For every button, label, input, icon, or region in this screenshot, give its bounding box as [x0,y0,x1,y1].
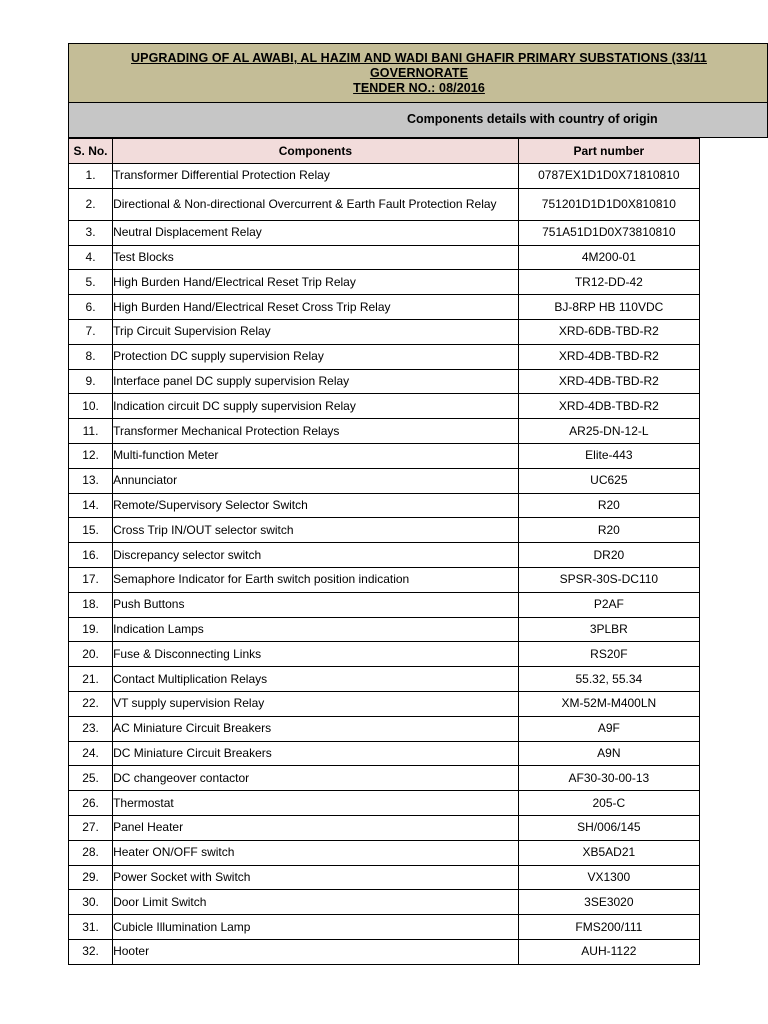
table-row [69,617,700,642]
row-part-number: XRD-6DB-TBD-R2 [518,319,699,344]
row-part-number: SPSR-30S-DC110 [518,567,699,592]
row-serial-number: 21. [69,667,113,692]
row-part-number: 4M200-01 [518,245,699,270]
row-component-name: Panel Heater [113,815,519,840]
row-component-name: High Burden Hand/Electrical Reset Trip Relay [113,270,519,295]
row-part-number: XRD-4DB-TBD-R2 [518,344,699,369]
row-serial-number: 18. [69,592,113,617]
row-serial-number: 19. [69,617,113,642]
row-component-name: High Burden Hand/Electrical Reset Cross Trip Relay [113,295,519,320]
row-part-number: DR20 [518,543,699,568]
row-part-number: AUH-1122 [518,939,699,964]
row-component-name: Trip Circuit Supervision Relay [113,319,519,344]
column-header-components: Components [113,139,519,164]
row-part-number: XM-52M-M400LN [518,691,699,716]
table-row [69,270,700,295]
table-row [69,543,700,568]
table-row [69,915,700,940]
row-part-number: BJ-8RP HB 110VDC [518,295,699,320]
table-row [69,468,700,493]
row-serial-number: 22. [69,691,113,716]
row-serial-number: 13. [69,468,113,493]
row-part-number: A9N [518,741,699,766]
row-component-name: Fuse & Disconnecting Links [113,642,519,667]
table-row [69,939,700,964]
row-component-name: Door Limit Switch [113,890,519,915]
row-serial-number: 7. [69,319,113,344]
row-part-number: R20 [518,493,699,518]
row-component-name: AC Miniature Circuit Breakers [113,716,519,741]
table-row [69,567,700,592]
table-body [69,164,700,965]
row-serial-number: 14. [69,493,113,518]
row-serial-number: 28. [69,840,113,865]
column-header-sno: S. No. [69,139,113,164]
row-serial-number: 9. [69,369,113,394]
table-row [69,319,700,344]
row-component-name: Semaphore Indicator for Earth switch position indication [113,567,519,592]
subtitle-band [68,102,768,138]
row-component-name: Multi-function Meter [113,443,519,468]
row-serial-number: 20. [69,642,113,667]
table-row [69,716,700,741]
table-row [69,164,700,189]
row-component-name: DC changeover contactor [113,766,519,791]
row-component-name: Contact Multiplication Relays [113,667,519,692]
spreadsheet [68,43,707,965]
row-component-name: Thermostat [113,791,519,816]
row-part-number: A9F [518,716,699,741]
row-component-name: Push Buttons [113,592,519,617]
row-component-name: Transformer Differential Protection Relay [113,164,519,189]
tender-number: TENDER NO.: 08/2016 [353,81,485,95]
table-row [69,188,700,220]
row-part-number: VX1300 [518,865,699,890]
row-part-number: 0787EX1D1D0X71810810 [518,164,699,189]
row-serial-number: 8. [69,344,113,369]
row-part-number: SH/006/145 [518,815,699,840]
table-row [69,394,700,419]
row-part-number: 205-C [518,791,699,816]
row-serial-number: 2. [69,188,113,220]
row-serial-number: 16. [69,543,113,568]
row-serial-number: 1. [69,164,113,189]
row-part-number: AF30-30-00-13 [518,766,699,791]
table-row [69,766,700,791]
row-component-name: Interface panel DC supply supervision Relay [113,369,519,394]
row-part-number: 751A51D1D0X73810810 [518,220,699,245]
table-row [69,344,700,369]
row-serial-number: 23. [69,716,113,741]
row-serial-number: 25. [69,766,113,791]
row-serial-number: 17. [69,567,113,592]
row-part-number: FMS200/111 [518,915,699,940]
document-title-line-2: GOVERNORATE [369,66,469,80]
row-serial-number: 31. [69,915,113,940]
row-serial-number: 15. [69,518,113,543]
row-component-name: Cubicle Illumination Lamp [113,915,519,940]
components-table [68,138,700,965]
row-part-number: R20 [518,518,699,543]
table-row [69,741,700,766]
table-row [69,840,700,865]
row-serial-number: 6. [69,295,113,320]
row-component-name: Directional & Non-directional Overcurrent & Earth Fault Protection Relay [113,188,519,220]
table-row [69,493,700,518]
table-row [69,245,700,270]
row-serial-number: 32. [69,939,113,964]
table-row [69,419,700,444]
row-component-name: Remote/Supervisory Selector Switch [113,493,519,518]
row-serial-number: 24. [69,741,113,766]
table-row [69,890,700,915]
row-serial-number: 10. [69,394,113,419]
row-component-name: Indication circuit DC supply supervision Relay [113,394,519,419]
row-part-number: Elite-443 [518,443,699,468]
row-part-number: RS20F [518,642,699,667]
row-serial-number: 5. [69,270,113,295]
row-component-name: Transformer Mechanical Protection Relays [113,419,519,444]
table-row [69,443,700,468]
row-serial-number: 4. [69,245,113,270]
row-part-number: XB5AD21 [518,840,699,865]
row-part-number: XRD-4DB-TBD-R2 [518,394,699,419]
document-title-line-1: UPGRADING OF AL AWABI, AL HAZIM AND WADI BANI GHAFIR PRIMARY SUBSTATIONS (33/11 [131,51,707,65]
row-component-name: Power Socket with Switch [113,865,519,890]
row-component-name: Indication Lamps [113,617,519,642]
row-serial-number: 3. [69,220,113,245]
row-serial-number: 29. [69,865,113,890]
table-row [69,815,700,840]
table-row [69,369,700,394]
table-row [69,667,700,692]
table-row [69,691,700,716]
row-part-number: TR12-DD-42 [518,270,699,295]
row-component-name: Annunciator [113,468,519,493]
row-serial-number: 11. [69,419,113,444]
title-band [68,43,768,102]
row-serial-number: 27. [69,815,113,840]
row-component-name: Discrepancy selector switch [113,543,519,568]
row-part-number: UC625 [518,468,699,493]
section-subtitle: Components details with country of origin [407,112,658,126]
row-part-number: XRD-4DB-TBD-R2 [518,369,699,394]
row-part-number: 3PLBR [518,617,699,642]
row-component-name: Hooter [113,939,519,964]
table-row [69,220,700,245]
row-part-number: P2AF [518,592,699,617]
row-serial-number: 30. [69,890,113,915]
row-part-number: AR25-DN-12-L [518,419,699,444]
table-row [69,518,700,543]
row-component-name: Test Blocks [113,245,519,270]
row-serial-number: 12. [69,443,113,468]
table-row [69,592,700,617]
table-header-row [69,139,700,164]
table-row [69,865,700,890]
column-header-part-number: Part number [518,139,699,164]
row-component-name: Protection DC supply supervision Relay [113,344,519,369]
row-serial-number: 26. [69,791,113,816]
row-component-name: VT supply supervision Relay [113,691,519,716]
row-part-number: 55.32, 55.34 [518,667,699,692]
row-component-name: Cross Trip IN/OUT selector switch [113,518,519,543]
row-component-name: DC Miniature Circuit Breakers [113,741,519,766]
table-row [69,791,700,816]
table-row [69,295,700,320]
row-part-number: 751201D1D1D0X810810 [518,188,699,220]
row-component-name: Neutral Displacement Relay [113,220,519,245]
row-component-name: Heater ON/OFF switch [113,840,519,865]
row-part-number: 3SE3020 [518,890,699,915]
table-row [69,642,700,667]
